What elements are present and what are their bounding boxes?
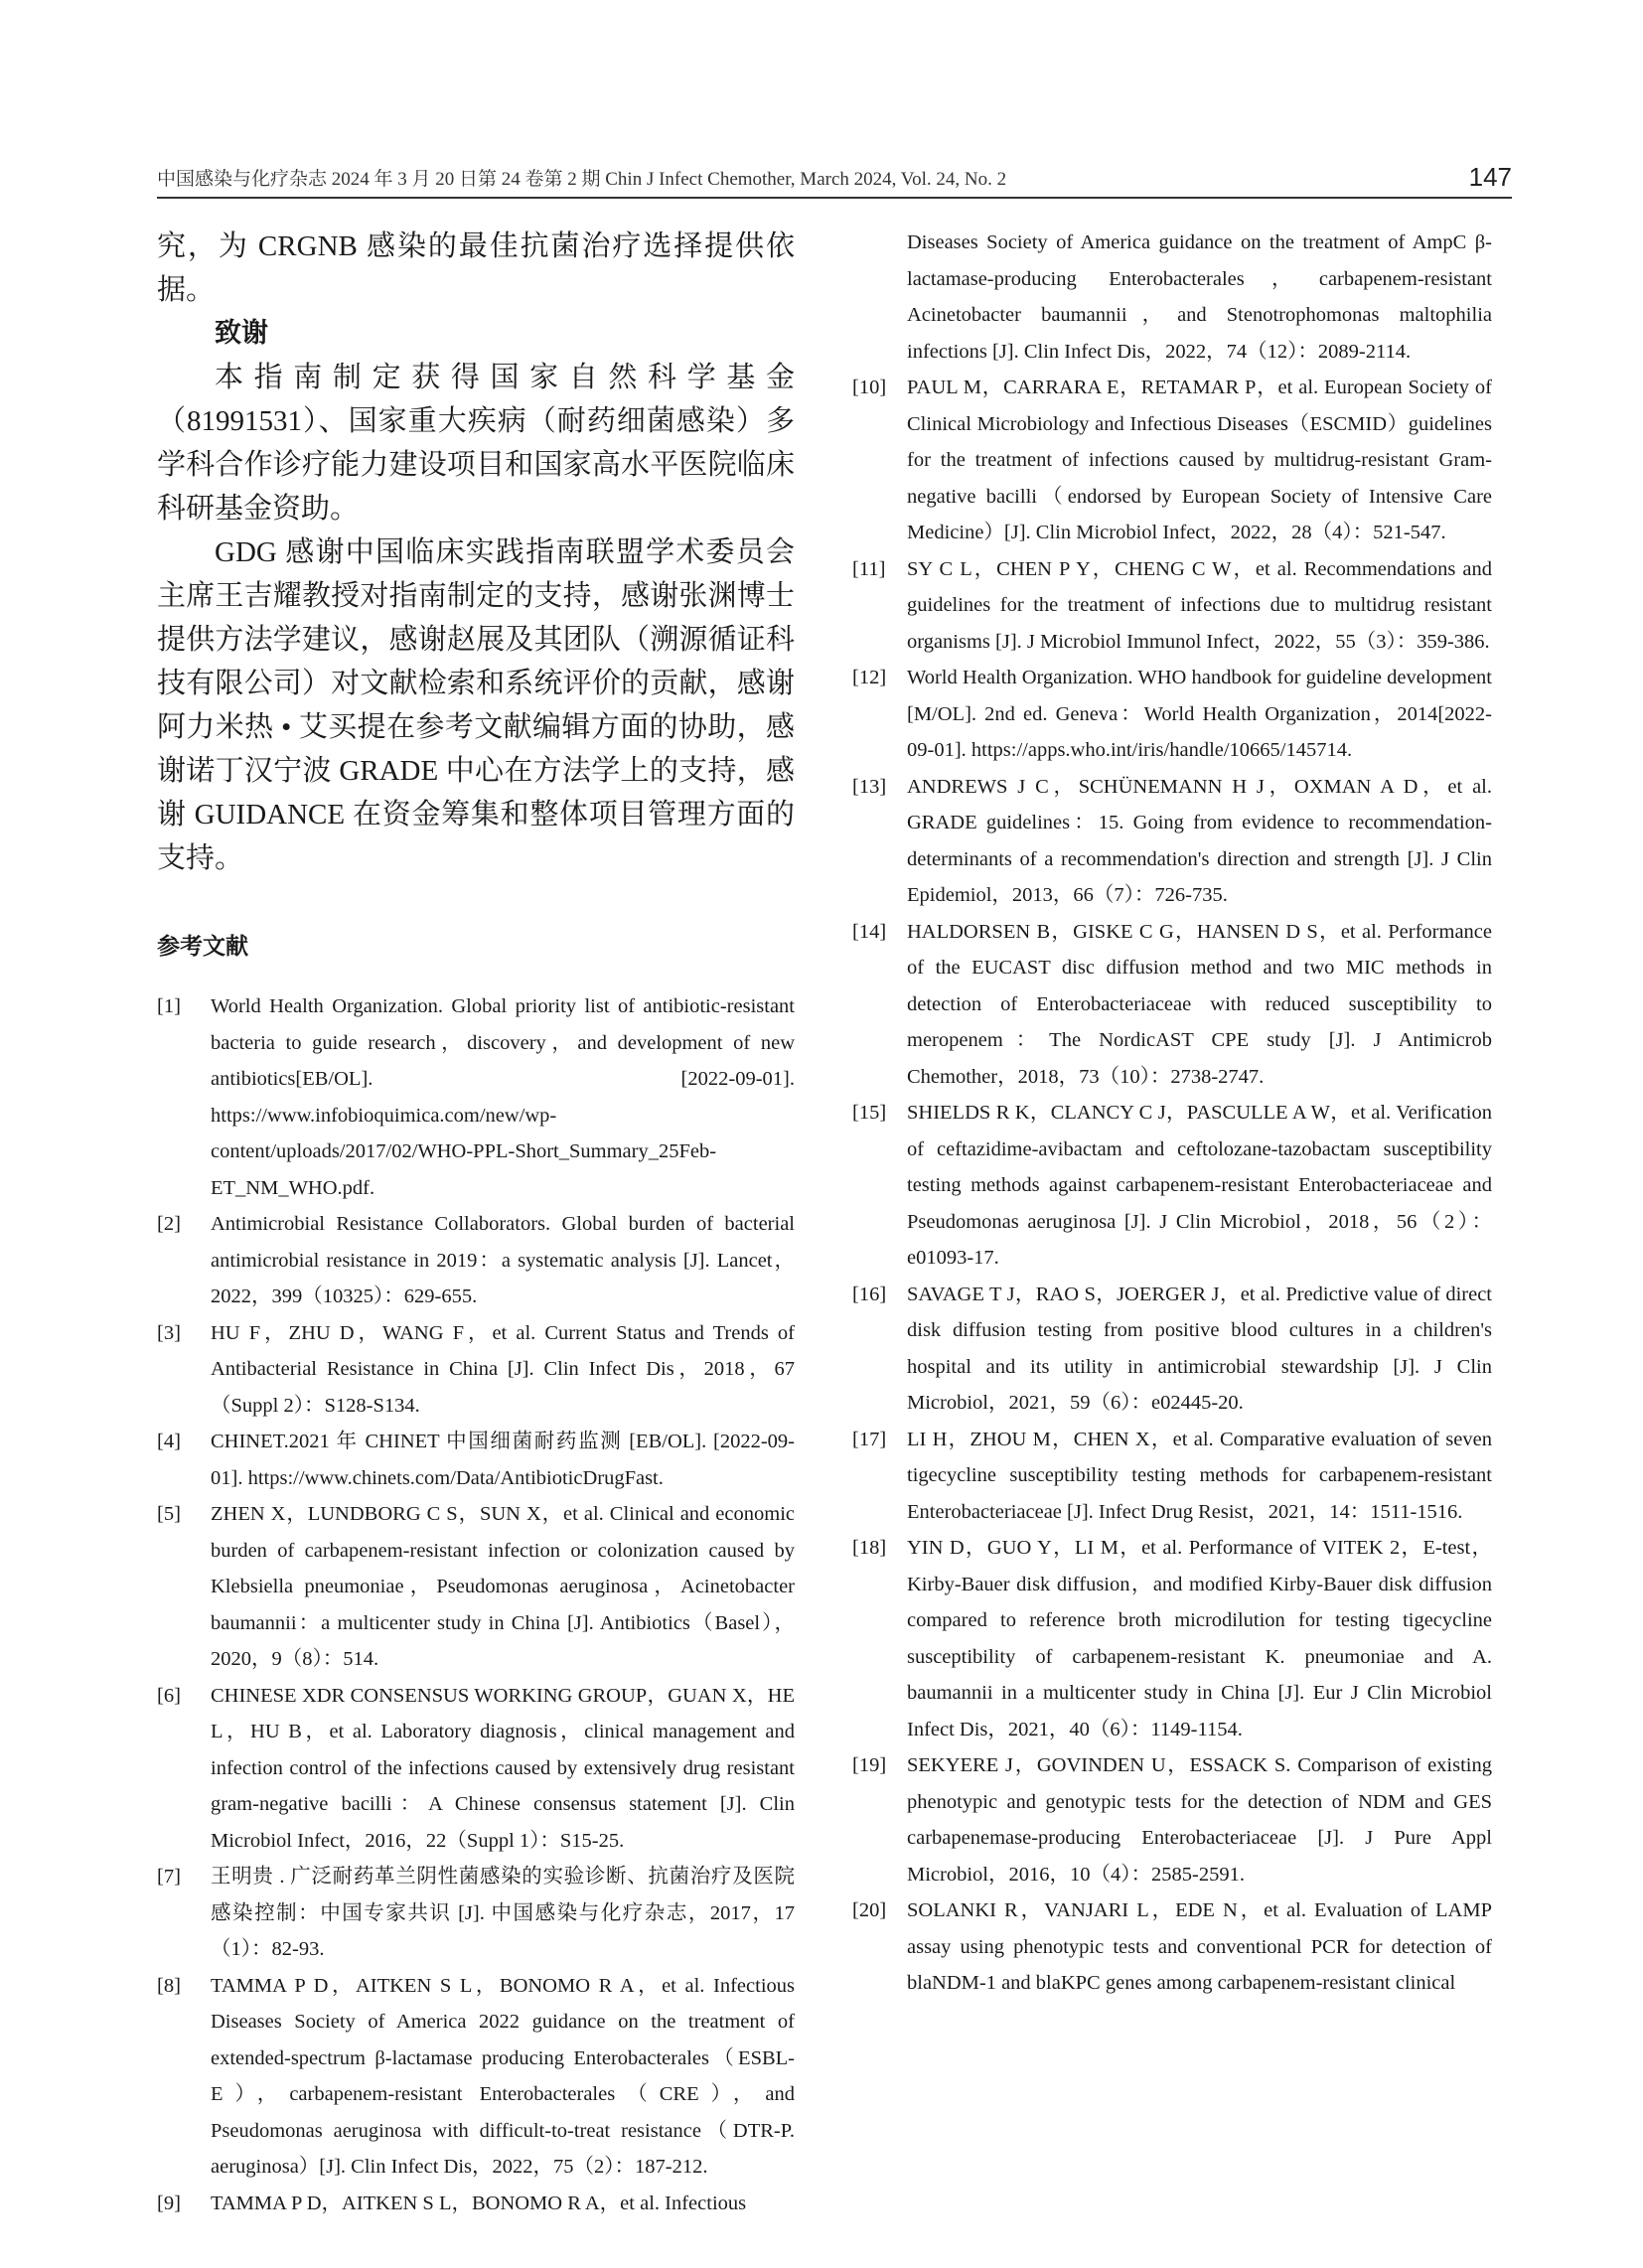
reference-item: [852, 1747, 1492, 1892]
reference-number: [3]: [157, 1321, 181, 1344]
reference-item: [157, 1678, 795, 1860]
reference-number: [8]: [157, 1974, 181, 1997]
reference-item: [852, 660, 1492, 769]
reference-number: [4]: [157, 1431, 181, 1452]
reference-item: [157, 1315, 795, 1425]
reference-text: Diseases Society of America guidance on the treatment of AmpC β-lactamase-producing Enterobacterales，carbapenem-resistant Acinetobacter baumannii，and Stenotrophomonas maltophilia infections [J]. Clin Infect Dis，2022，74（12）：2089-2114.: [907, 231, 1492, 363]
reference-item: [157, 2186, 795, 2222]
reference-number: [17]: [852, 1428, 887, 1450]
reference-list-left: [157, 988, 795, 2221]
reference-text: Antimicrobial Resistance Collaborators. Global burden of bacterial antimicrobial resistance in 2019：a systematic analysis [J]. Lancet，2022，399（10325）：629-655.: [211, 1213, 795, 1307]
references-heading: 参考文献: [157, 934, 248, 960]
running-title: 中国感染与化疗杂志 2024 年 3 月 20 日第 24 卷第 2 期 Chin J Infect Chemother, March 2024, Vol. 24, No. 2: [157, 169, 1007, 190]
left-column: [157, 225, 795, 2221]
reference-number: [12]: [852, 667, 887, 688]
reference-item: [852, 1422, 1492, 1531]
reference-text: ANDREWS J C，SCHÜNEMANN H J，OXMAN A D，et al. GRADE guidelines：15. Going from evidence to recommendation-determinants of a recommendation's direction and strength [J]. J Clin Epidemiol，2013，66（7）：726-735.: [907, 775, 1492, 906]
reference-number: [10]: [852, 377, 887, 398]
reference-text: 王明贵 . 广泛耐药革兰阴性菌感染的实验诊断、抗菌治疗及医院感染控制：中国专家共识 [J]. 中国感染与化疗杂志，2017，17（1）：82-93.: [211, 1866, 795, 1960]
reference-item: [157, 1496, 795, 1678]
reference-text: CHINESE XDR CONSENSUS WORKING GROUP，GUAN X，HE L，HU B，et al. Laboratory diagnosis，clinical management and infection control of the infections caused by extensively drug resistant gram-negative bacilli：A Chinese consensus statement [J]. Clin Microbiol Infect，2016，22（Suppl 1）：S15-25.: [211, 1684, 795, 1852]
reference-text: World Health Organization. WHO handbook for guideline development [M/OL]. 2nd ed. Geneva：World Health Organization，2014[2022-09-01]. https://apps.who.int/iris/handle/10665/145714.: [907, 667, 1492, 761]
reference-item: [852, 1530, 1492, 1747]
page-number: 147: [1468, 162, 1512, 192]
reference-item: [157, 1424, 795, 1496]
reference-text: HALDORSEN B，GISKE C G，HANSEN D S，et al. Performance of the EUCAST disc diffusion method and two MIC methods in detection of Enterobacteriaceae with reduced susceptibility to meropenem：The NordicAST CPE study [J]. J Antimicrob Chemother，2018，73（10）：2738-2747.: [907, 920, 1492, 1088]
ack-paragraph: GDG 感谢中国临床实践指南联盟学术委员会主席王吉耀教授对指南制定的支持，感谢张渊博士提供方法学建议，感谢赵展及其团队（溯源循证科技有限公司）对文献检索和系统评价的贡献，感谢阿力米热 • 艾买提在参考文献编辑方面的协助，感谢诺丁汉宁波 GRADE 中心在方法学上的支持，感谢 GUIDANCE 在资金筹集和整体项目管理方面的支持。: [157, 536, 795, 874]
reference-text: TAMMA P D，AITKEN S L，BONOMO R A，et al. Infectious Diseases Society of America 2022 guidance on the treatment of extended-spectrum β-lactamase producing Enterobacterales（ESBL-E），carbapenem-resistant Enterobacterales（CRE），and Pseudomonas aeruginosa with difficult-to-treat resistance（DTR-P. aeruginosa）[J]. Clin Infect Dis，2022，75（2）：187-212.: [211, 1974, 795, 2178]
reference-text: CHINET.2021 年 CHINET 中国细菌耐药监测 [EB/OL]. [2022-09-01]. https://www.chinets.com/Data/AntibioticDrugFast.: [211, 1431, 795, 1489]
reference-text: TAMMA P D，AITKEN S L，BONOMO R A，et al. Infectious: [211, 2192, 747, 2214]
reference-number: [1]: [157, 995, 181, 1017]
reference-number: [7]: [157, 1866, 181, 1888]
reference-item: [852, 1277, 1492, 1422]
reference-number: [5]: [157, 1503, 181, 1525]
lead-text: 究，为 CRGNB 感染的最佳抗菌治疗选择提供依据。: [157, 230, 795, 306]
reference-number: [2]: [157, 1213, 181, 1235]
reference-number: [16]: [852, 1283, 887, 1305]
reference-text: SAVAGE T J，RAO S，JOERGER J，et al. Predictive value of direct disk diffusion testing from positive blood cultures in a children's hospital and its utility in antimicrobial stewardship [J]. J Clin Microbiol，2021，59（6）：e02445-20.: [907, 1283, 1492, 1414]
reference-number: [13]: [852, 775, 887, 798]
ack-heading: 致谢: [215, 318, 268, 349]
right-column: [852, 225, 1492, 2002]
running-header: [157, 159, 1512, 199]
reference-item: [852, 370, 1492, 551]
reference-text: PAUL M，CARRARA E，RETAMAR P，et al. European Society of Clinical Microbiology and Infectious Diseases（ESCMID）guidelines for the treatment of infections caused by multidrug-resistant Gram-negative bacilli（endorsed by European Society of Intensive Care Medicine）[J]. Clin Microbiol Infect，2022，28（4）：521-547.: [907, 377, 1492, 543]
reference-text: HU F，ZHU D，WANG F，et al. Current Status and Trends of Antibacterial Resistance in China [J]. Clin Infect Dis，2018，67（Suppl 2）：S128-S134.: [211, 1321, 795, 1417]
reference-text: World Health Organization. Global priority list of antibiotic-resistant bacteria to guide research，discovery，and development of new antibiotics[EB/OL]. [2022-09-01]. https://www.infobioquimica.com/new/wp-content/uploads/2017/02/WHO-PPL-Short_Summary_25Feb-ET_NM_WHO.pdf.: [211, 995, 795, 1199]
ack-paragraph: 本指南制定获得国家自然科学基金（81991531）、国家重大疾病（耐药细菌感染）多学科合作诊疗能力建设项目和国家高水平医院临床科研基金资助。: [157, 362, 795, 525]
reference-text: YIN D，GUO Y，LI M，et al. Performance of VITEK 2，E-test，Kirby-Bauer disk diffusion，and modified Kirby-Bauer disk diffusion compared to reference broth microdilution for testing tigecycline susceptibility of carbapenem-resistant K. pneumoniae and A. baumannii in a multicenter study in China [J]. Eur J Clin Microbiol Infect Dis，2021，40（6）：1149-1154.: [907, 1537, 1492, 1740]
reference-item: [852, 914, 1492, 1096]
reference-continuation: [852, 225, 1492, 370]
reference-item: [852, 551, 1492, 661]
reference-item: [157, 1859, 795, 1968]
reference-text: SEKYERE J，GOVINDEN U，ESSACK S. Comparison of existing phenotypic and genotypic tests for the detection of NDM and GES carbapenemase-producing Enterobacteriaceae [J]. J Pure Appl Microbiol，2016，10（4）：2585-2591.: [907, 1754, 1492, 1886]
reference-number: [9]: [157, 2192, 181, 2214]
reference-item: [852, 769, 1492, 914]
reference-number: [14]: [852, 920, 887, 943]
reference-number: [19]: [852, 1754, 887, 1776]
reference-item: [157, 988, 795, 1206]
reference-text: ZHEN X，LUNDBORG C S，SUN X，et al. Clinical and economic burden of carbapenem-resistant infection or colonization caused by Klebsiella pneumoniae，Pseudomonas aeruginosa，Acinetobacter baumannii：a multicenter study in China [J]. Antibiotics（Basel），2020，9（8）：514.: [211, 1503, 795, 1670]
reference-text: SOLANKI R，VANJARI L，EDE N，et al. Evaluation of LAMP assay using phenotypic tests and conventional PCR for detection of blaNDM-1 and blaKPC genes among carbapenem-resistant clinical: [907, 1899, 1492, 1994]
reference-number: [6]: [157, 1684, 181, 1707]
reference-item: [157, 1206, 795, 1315]
reference-text: SY C L，CHEN P Y，CHENG C W，et al. Recommendations and guidelines for the treatment of infections due to multidrug resistant organisms [J]. J Microbiol Immunol Infect，2022，55（3）：359-386.: [907, 557, 1492, 653]
reference-number: [15]: [852, 1102, 887, 1124]
reference-item: [852, 1095, 1492, 1277]
reference-item: [157, 1968, 795, 2186]
reference-number: [11]: [852, 557, 886, 580]
reference-item: [852, 1892, 1492, 2002]
reference-text: SHIELDS R K，CLANCY C J，PASCULLE A W，et al. Verification of ceftazidime-avibactam and ceftolozane-tazobactam susceptibility testing methods against carbapenem-resistant Enterobacteriaceae and Pseudomonas aeruginosa [J]. J Clin Microbiol，2018，56（2）：e01093-17.: [907, 1102, 1492, 1269]
reference-number: [18]: [852, 1537, 887, 1559]
reference-number: [20]: [852, 1899, 887, 1921]
reference-text: LI H，ZHOU M，CHEN X，et al. Comparative evaluation of seven tigecycline susceptibility testing methods for carbapenem-resistant Enterobacteriaceae [J]. Infect Drug Resist，2021，14：1511-1516.: [907, 1428, 1492, 1523]
